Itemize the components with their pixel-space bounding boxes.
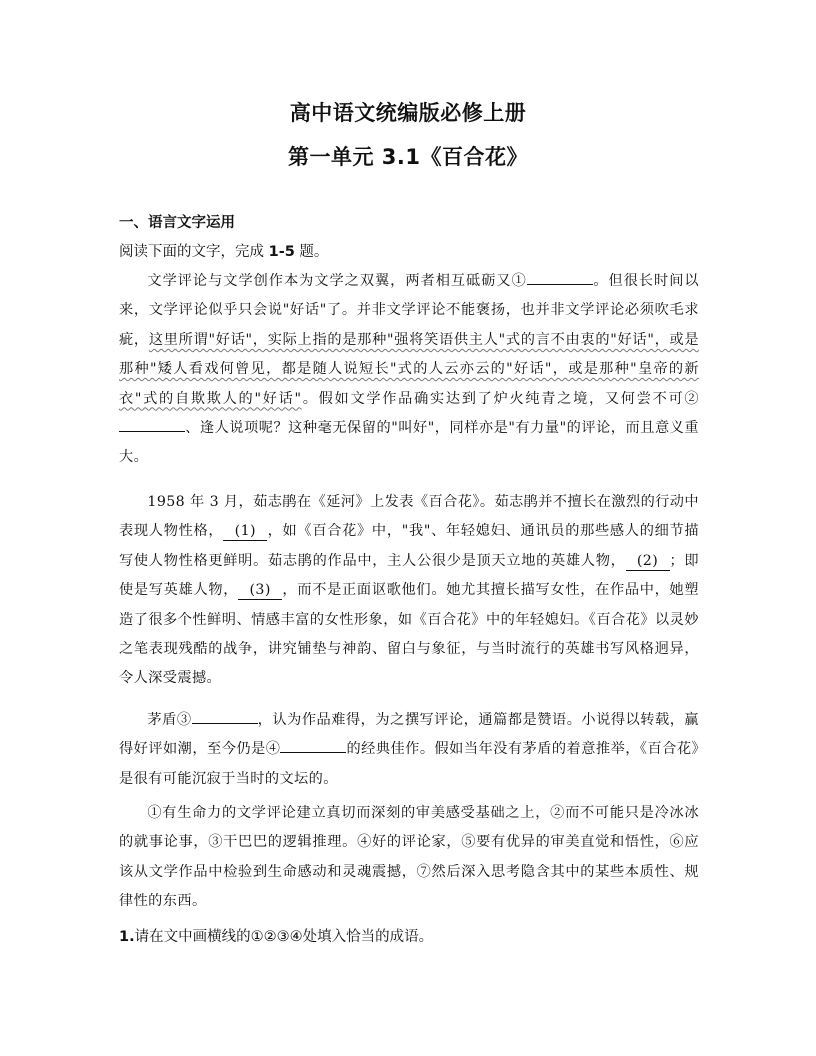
p1-text-d: 、逢人说项呢？这种毫无保留的"叫好"，同样亦是"有力量"的评论，而且意义重大。 (119, 420, 699, 466)
fill-blank-4 (280, 752, 346, 753)
section-heading: 一、语言文字运用 (119, 215, 235, 231)
p1-text-c: 。假如文学作品确实达到了炉火纯青之境，又何尝不可② (301, 390, 699, 407)
wavy-underlined-sentence: 这里所谓"好话"，实际上指的是那种"强将笑语供主人"式的言不由衷的"好话"，或是那种"矮人看戏何曾见，都是随人说短长"式的人云亦云的"好话"，或是那种"皇帝的新衣"式的自欺欺人的"好话" (119, 331, 699, 407)
sentence-blank-2: (2) (626, 552, 670, 571)
document-subtitle: 第一单元 3.1《百合花》 (287, 145, 528, 169)
passage-paragraph-2 (119, 488, 699, 694)
p3-text-b: ，认为作品难得，为之撰写评论，通篇都是赞语。小说得以转载，赢得好评如潮，至今仍是④ (119, 712, 699, 758)
question-number: 1. (119, 929, 135, 945)
p3-text-a: 茅盾③ (147, 712, 192, 728)
passage-paragraph-1 (119, 267, 699, 473)
p3-text-c: 的经典佳作。假如当年没有茅盾的着意推举，《百合花》是很有可能沉寂于当时的文坛的。 (119, 741, 699, 787)
passage-paragraph-4: ①有生命力的文学评论建立真切而深刻的审美感受基础之上，②而不可能只是冷冰冰的就事论事，③干巴巴的逻辑推理。④好的评论家，⑤要有优异的审美直觉和悟性，⑥应该从文学作品中检验到生命感动和灵魂震撼，⑦然后深入思考隐含其中的某些本质性、规律性的东西。 (119, 805, 699, 910)
instruction-range: 1-5 (268, 244, 295, 260)
reading-instruction (119, 240, 328, 261)
question-text: 请在文中画横线的①②③④处填入恰当的成语。 (134, 929, 434, 945)
p2-text-d: ，而不是正面讴歌他们。她尤其擅长描写女性，在作品中，她塑造了很多个性鲜明、情感丰富的女性形象，如《百合花》中的年轻媳妇。《百合花》以灵妙之笔表现残酷的战争，讲究铺垫与神韵、留白与象征，与当时流行的英雄书写风格迥异，令人深受震撼。 (119, 582, 700, 687)
question-1 (119, 925, 433, 946)
fill-blank-3 (192, 723, 258, 724)
p1-text-b: 。但很长时间以来，文学评论似乎只会说"好话"了。并非文学评论不能褒扬，也并非文学评论必须吹毛求疵， (119, 273, 699, 348)
sentence-blank-3: (3) (238, 581, 282, 600)
p1-text-a: 文学评论与文学创作本为文学之双翼，两者相互砥砺又① (147, 273, 527, 289)
instruction-suffix: 题。 (294, 244, 329, 260)
passage-paragraph-3 (119, 706, 699, 794)
fill-blank-1 (527, 284, 593, 285)
instruction-prefix: 阅读下面的文字，完成 (119, 244, 269, 260)
p2-text-b: ，如《百合花》中，"我"、年轻媳妇、通讯员的那些感人的细节描写使人物性格更鲜明。茹志鹃的作品中，主人公很少是顶天立地的英雄人物， (119, 523, 699, 569)
document-title: 高中语文统编版必修上册 (289, 101, 527, 125)
p2-text-c: ；即使是写英雄人物， (119, 552, 699, 599)
fill-blank-2 (119, 431, 185, 432)
sentence-blank-1: (1) (223, 522, 267, 541)
p2-text-a: 1958 年 3 月，茹志鹃在《延河》上发表《百合花》。茹志鹃并不擅长在激烈的行动中表现人物性格， (119, 494, 699, 540)
